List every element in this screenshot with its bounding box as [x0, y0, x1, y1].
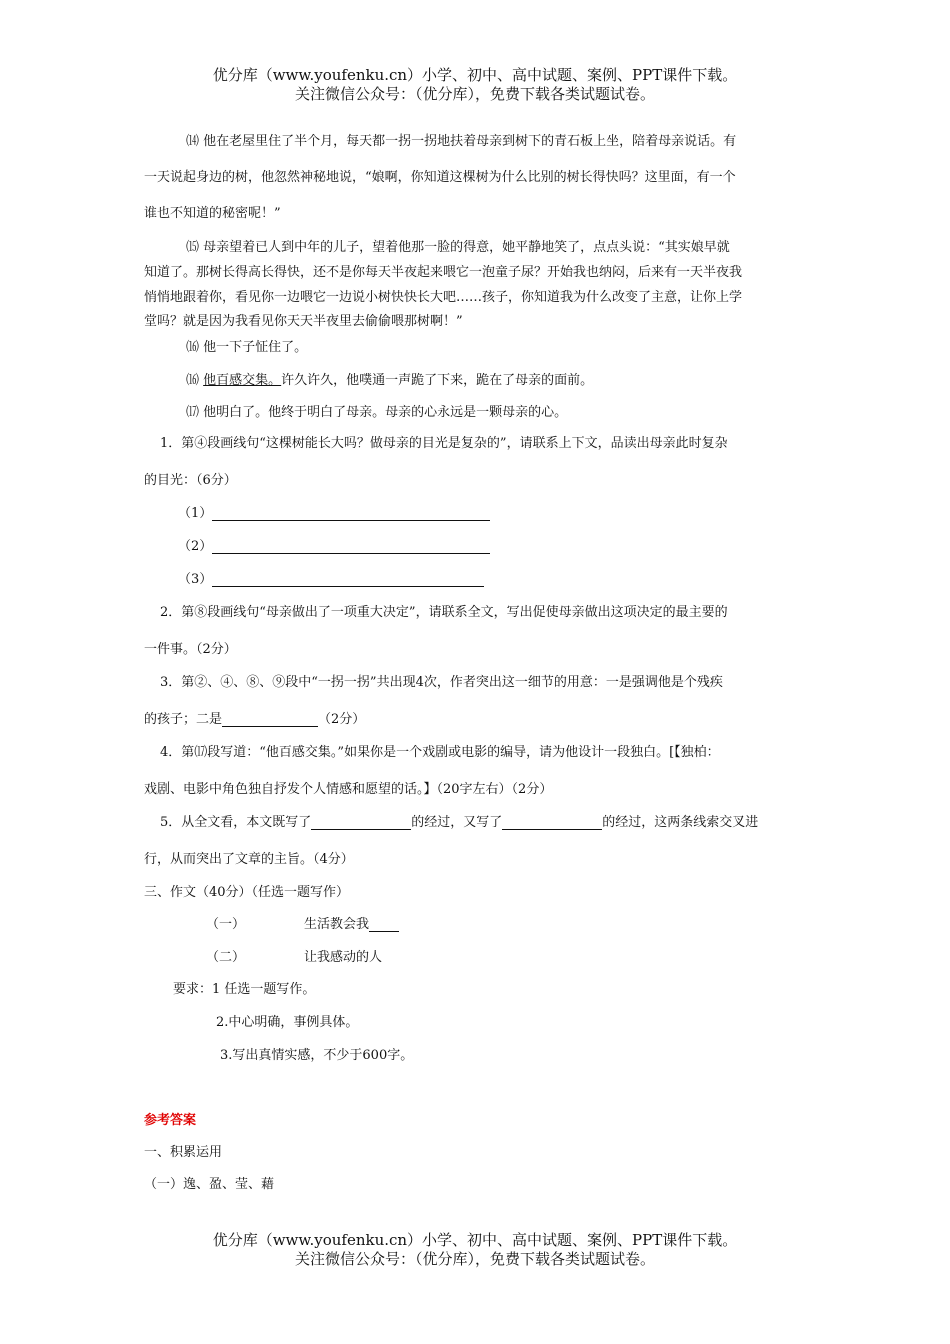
question-2-line-1: 2．第⑧段画线句“母亲做出了一项重大决定”，请联系全文，写出促使母亲做出这项决定的最主要的	[160, 605, 728, 620]
answers-heading: 参考答案	[144, 1113, 197, 1128]
composition-option-1-title: 生活教会我	[304, 917, 370, 932]
answer-line-2-label: （2）	[178, 539, 213, 554]
question-5-part-2: 的经过，又写了	[411, 815, 503, 830]
requirement-2: 2.中心明确，事例具体。	[216, 1015, 359, 1030]
footer-line-2: 关注微信公众号：（优分库），免费下载各类试题试卷。	[294, 1250, 655, 1268]
footer-line-1: 优分库（www.youfenku.cn）小学、初中、高中试题、案例、PPT课件下载。	[212, 1231, 738, 1249]
question-5-line-1	[160, 811, 758, 830]
question-1-line-1: 1．第④段画线句“这棵树能长大吗？做母亲的目光是复杂的”，请联系上下文，品读出母亲此时复杂	[160, 436, 728, 451]
header-line-2: 关注微信公众号：（优分库），免费下载各类试题试卷。	[294, 85, 655, 103]
answer-line-1-label: （1）	[178, 506, 213, 521]
question-5-part-3: 的经过，这两条线索交叉进	[602, 815, 759, 830]
composition-option-2-number: （二）	[206, 950, 246, 965]
answer-blank-2[interactable]	[212, 539, 490, 554]
paragraph-17: ⒄ 他明白了。他终于明白了母亲。母亲的心永远是一颗母亲的心。	[186, 405, 568, 420]
underlined-sentence: 他百感交集。	[203, 373, 282, 388]
question-5-line-2: 行，从而突出了文章的主旨。（4分）	[144, 852, 354, 867]
paragraph-16b-rest: 许久许久，他噗通一声跪了下来，跪在了母亲的面前。	[281, 373, 594, 388]
paragraph-14-line-2: 一天说起身边的树，他忽然神秘地说，“娘啊，你知道这棵树为什么比别的树长得快吗？这里面，有一个	[144, 170, 736, 185]
answer-line-2[interactable]	[178, 535, 490, 554]
paragraph-15-line-3: 悄悄地跟着你，看见你一边喂它一边说小树快快长大吧……孩子，你知道我为什么改变了主意，让你上学	[144, 290, 743, 305]
paragraph-15-line-1: ⒂ 母亲望着已人到中年的儿子，望着他那一脸的得意，她平静地笑了，点点头说：“其实娘早就	[186, 240, 730, 255]
question-4-line-1: 4．第⒄段写道：“他百感交集。”如果你是一个戏剧或电影的编导，请为他设计一段独白。[【独柏：	[160, 745, 720, 760]
question-1-line-2: 的目光：（6分）	[144, 473, 237, 488]
question-4-line-2: 戏剧、电影中角色独自抒发个人情感和愿望的话。】（20字左右）（2分）	[144, 782, 553, 797]
question-3-prefix: 的孩子；二是	[144, 712, 223, 727]
composition-option-1-number: （一）	[206, 917, 246, 932]
requirement-1: 要求：1 任选一题写作。	[173, 982, 316, 997]
answer-line-1[interactable]	[178, 502, 490, 521]
question-3-line-1: 3．第②、④、⑧、⑨段中“一拐一拐”共出现4次，作者突出这一细节的用意：一是强调他是个残疾	[160, 675, 723, 690]
answers-section-1: 一、积累运用	[144, 1145, 223, 1160]
answer-blank-3[interactable]	[212, 572, 484, 587]
composition-option-1-blank[interactable]	[369, 917, 399, 932]
question-3-blank[interactable]	[222, 712, 318, 727]
question-5-part-1: 5．从全文看，本文既写了	[160, 815, 312, 830]
composition-heading: 三、作文（40分）（任选一题写作）	[144, 885, 350, 900]
requirement-3: 3.写出真情实感，不少于600字。	[220, 1048, 414, 1063]
paragraph-15-line-2: 知道了。那树长得高长得快，还不是你每天半夜起来喂它一泡童子尿？开始我也纳闷，后来有一天半夜我	[144, 265, 743, 280]
composition-option-2-title: 让我感动的人	[304, 950, 383, 965]
answer-line-3[interactable]	[178, 568, 484, 587]
paragraph-14-line-1: ⒁ 他在老屋里住了半个月，每天都一拐一拐地扶着母亲到树下的青石板上坐，陪着母亲说话。有	[186, 134, 737, 149]
paragraph-16a: ⒃ 他一下子怔住了。	[186, 340, 308, 355]
answer-line-3-label: （3）	[178, 572, 213, 587]
paragraph-16b	[186, 369, 593, 388]
question-3-score: （2分）	[318, 712, 366, 727]
header-line-1: 优分库（www.youfenku.cn）小学、初中、高中试题、案例、PPT课件下载。	[212, 66, 738, 84]
question-5-blank-1[interactable]	[311, 815, 411, 830]
question-2-line-2: 一件事。（2分）	[144, 642, 237, 657]
paragraph-14-line-3: 谁也不知道的秘密呢！”	[144, 206, 281, 221]
question-5-blank-2[interactable]	[502, 815, 602, 830]
paragraph-16b-number: ⒃	[186, 373, 204, 388]
answers-item-1: （一）逸、盈、莹、藉	[144, 1177, 275, 1192]
composition-option-1	[304, 913, 399, 932]
question-3-line-2	[144, 708, 365, 727]
answer-blank-1[interactable]	[212, 506, 490, 521]
paragraph-15-line-4: 堂吗？就是因为我看见你天天半夜里去偷偷喂那树啊！”	[144, 314, 463, 329]
